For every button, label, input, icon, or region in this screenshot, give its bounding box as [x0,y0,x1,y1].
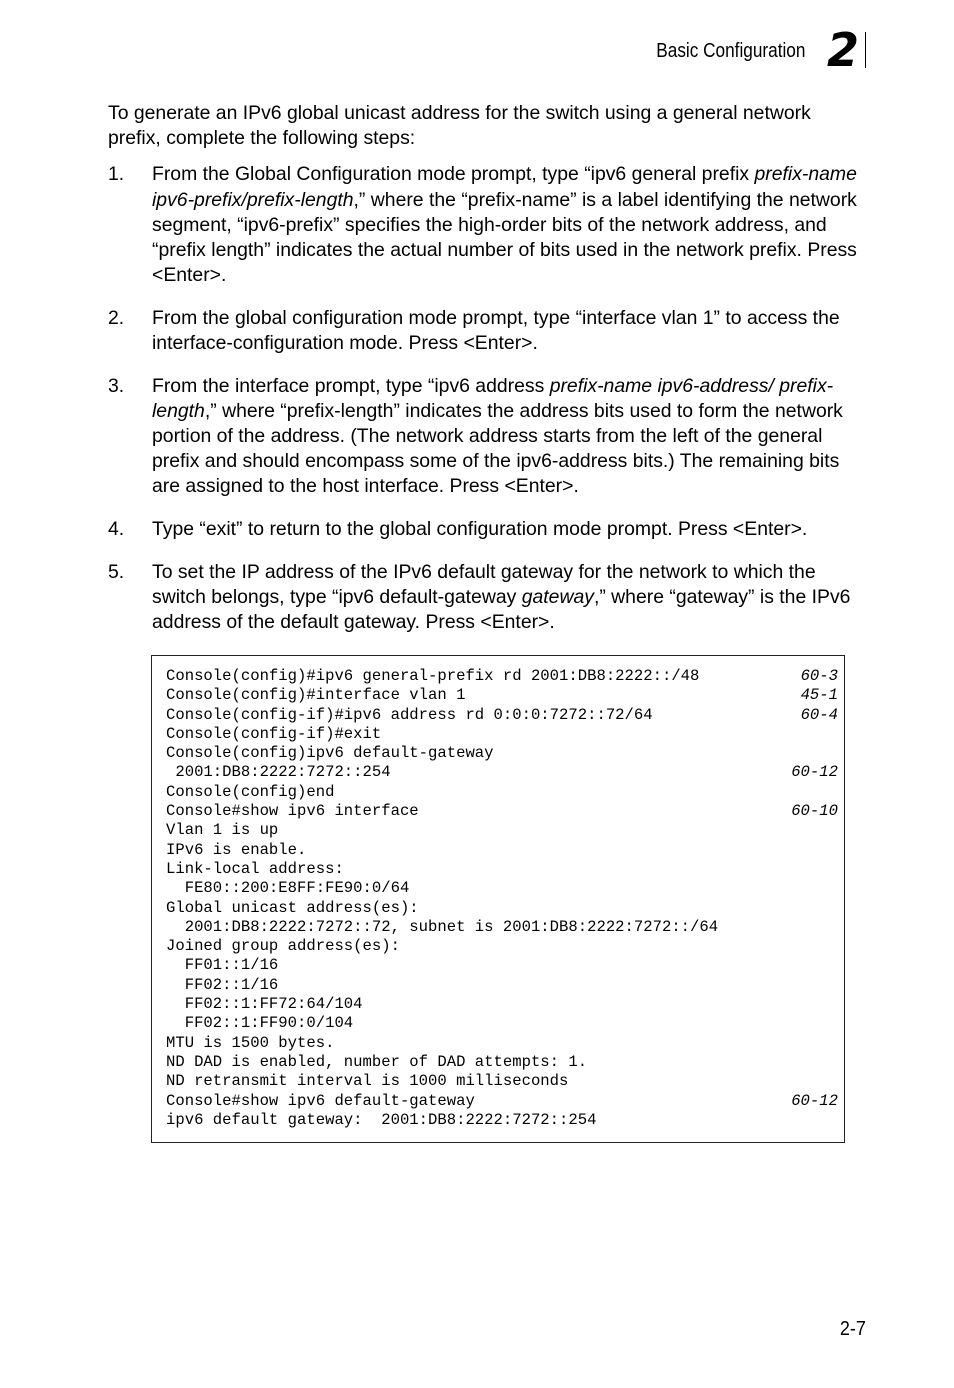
code-text: IPv6 is enable. [166,840,307,859]
code-line [166,918,838,937]
code-page-reference: 45-1 [800,686,838,705]
code-line [166,1092,838,1111]
step-number: 2. [108,306,125,329]
code-text: Console(config)#interface vlan 1 [166,686,466,705]
code-line [166,1111,838,1130]
step-text-part: ,” where “prefix-length” indicates the address bits used to form the network portion of the address. (The network address starts from the left of the general prefix and should encompass some of the ipv6-address bits.) The remaining bits are assigned to the host interface. Press <Enter>. [152,399,843,498]
code-text: Global unicast address(es): [166,898,419,917]
step-item [108,517,868,542]
code-line [166,1072,838,1091]
code-text: Console(config)ipv6 default-gateway [166,744,494,763]
code-text: 2001:DB8:2222:7272::72, subnet is 2001:DB8:2222:7272::/64 [166,917,719,936]
code-line [166,667,838,686]
code-line [166,879,838,898]
step-number: 3. [108,374,125,397]
intro-paragraph: To generate an IPv6 global unicast address for the switch using a general network prefix, complete the following steps: [108,102,811,150]
step-text-part: To set the IP address of the IPv6 default gateway for the network to which the switch belongs, type “ipv6 default-gateway [152,560,816,608]
code-page-reference: 60-12 [791,1091,838,1110]
code-text: ND DAD is enabled, number of DAD attempts: 1. [166,1052,588,1071]
code-line [166,763,838,782]
code-line [166,706,838,725]
step-item [108,306,868,356]
code-line [166,860,838,879]
code-line [166,744,838,763]
code-line [166,783,838,802]
step-number: 4. [108,518,125,541]
code-line [166,1014,838,1033]
chapter-number: 2 [827,32,866,68]
step-text [152,375,843,498]
code-line [166,821,838,840]
steps-list [108,162,868,635]
step-number: 5. [108,560,125,583]
code-line [166,976,838,995]
code-line [166,686,838,705]
code-page-reference: 60-4 [800,705,838,724]
step-text-part: From the Global Configuration mode prompt, type “ipv6 general prefix [152,163,755,186]
code-text: FF02::1/16 [166,975,279,994]
code-text: ND retransmit interval is 1000 milliseconds [166,1072,569,1091]
code-text: Console(config)end [166,782,335,801]
code-text: FF02::1:FF72:64/104 [166,995,363,1014]
main-content [108,101,868,653]
step-number: 1. [108,163,125,186]
code-text: Console(config-if)#ipv6 address rd 0:0:0:7272::72/64 [166,705,653,724]
code-text: Link-local address: [166,859,344,878]
code-page-reference: 60-3 [800,667,838,685]
code-line [166,956,838,975]
code-text: Console#show ipv6 interface [166,802,419,821]
code-text: 2001:DB8:2222:7272::254 [166,763,391,782]
code-text: FF02::1:FF90:0/104 [166,1014,354,1033]
step-text-italic: prefix-name ipv6-prefix/prefix-length [152,163,857,211]
step-item [108,162,868,288]
step-text [152,163,857,286]
step-item [108,374,868,500]
code-line [166,937,838,956]
step-text-part: Type “exit” to return to the global configuration mode prompt. Press <Enter>. [152,518,808,541]
code-page-reference: 60-10 [791,802,838,821]
code-text: Console#show ipv6 default-gateway [166,1091,475,1110]
step-text-italic: gateway [521,585,594,608]
step-text [152,518,807,540]
code-text: Console(config)#ipv6 general-prefix rd 2001:DB8:2222::/48 [166,667,700,685]
page-number: 2-7 [839,1318,866,1340]
code-line [166,1053,838,1072]
code-text: ipv6 default gateway: 2001:DB8:2222:7272::254 [166,1110,597,1129]
code-line [166,1034,838,1053]
section-title: Basic Configuration [655,39,805,62]
code-line [166,802,838,821]
code-line [166,899,838,918]
step-text-part: From the interface prompt, type “ipv6 address [152,374,550,397]
code-line [166,841,838,860]
code-line [166,725,838,744]
code-text: FE80::200:E8FF:FE90:0/64 [166,879,410,898]
step-text-part: ,” where “gateway” is the IPv6 address of the default gateway. Press <Enter>. [152,585,851,634]
code-text: Vlan 1 is up [166,821,279,840]
step-text-part: ,” where the “prefix-name” is a label identifying the network segment, “ipv6-prefix” specifies the high-order bits of the network address, and “prefix length” indicates the actual number of bits used in the network prefix. Press <Enter>. [152,188,857,287]
step-item [108,560,868,636]
step-text-part: From the global configuration mode prompt, type “interface vlan 1” to access the interface-configuration mode. Press <Enter>. [152,306,840,355]
code-text: MTU is 1500 bytes. [166,1033,335,1052]
code-example-box [151,655,845,1143]
code-line [166,995,838,1014]
step-text [152,307,840,354]
step-text [152,561,850,633]
step-text-italic: prefix-name ipv6-address/ prefix-length [152,374,834,422]
page-header [632,23,866,77]
code-text: FF01::1/16 [166,956,279,975]
code-page-reference: 60-12 [791,763,838,782]
code-text: Console(config-if)#exit [166,724,382,743]
code-text: Joined group address(es): [166,937,400,956]
